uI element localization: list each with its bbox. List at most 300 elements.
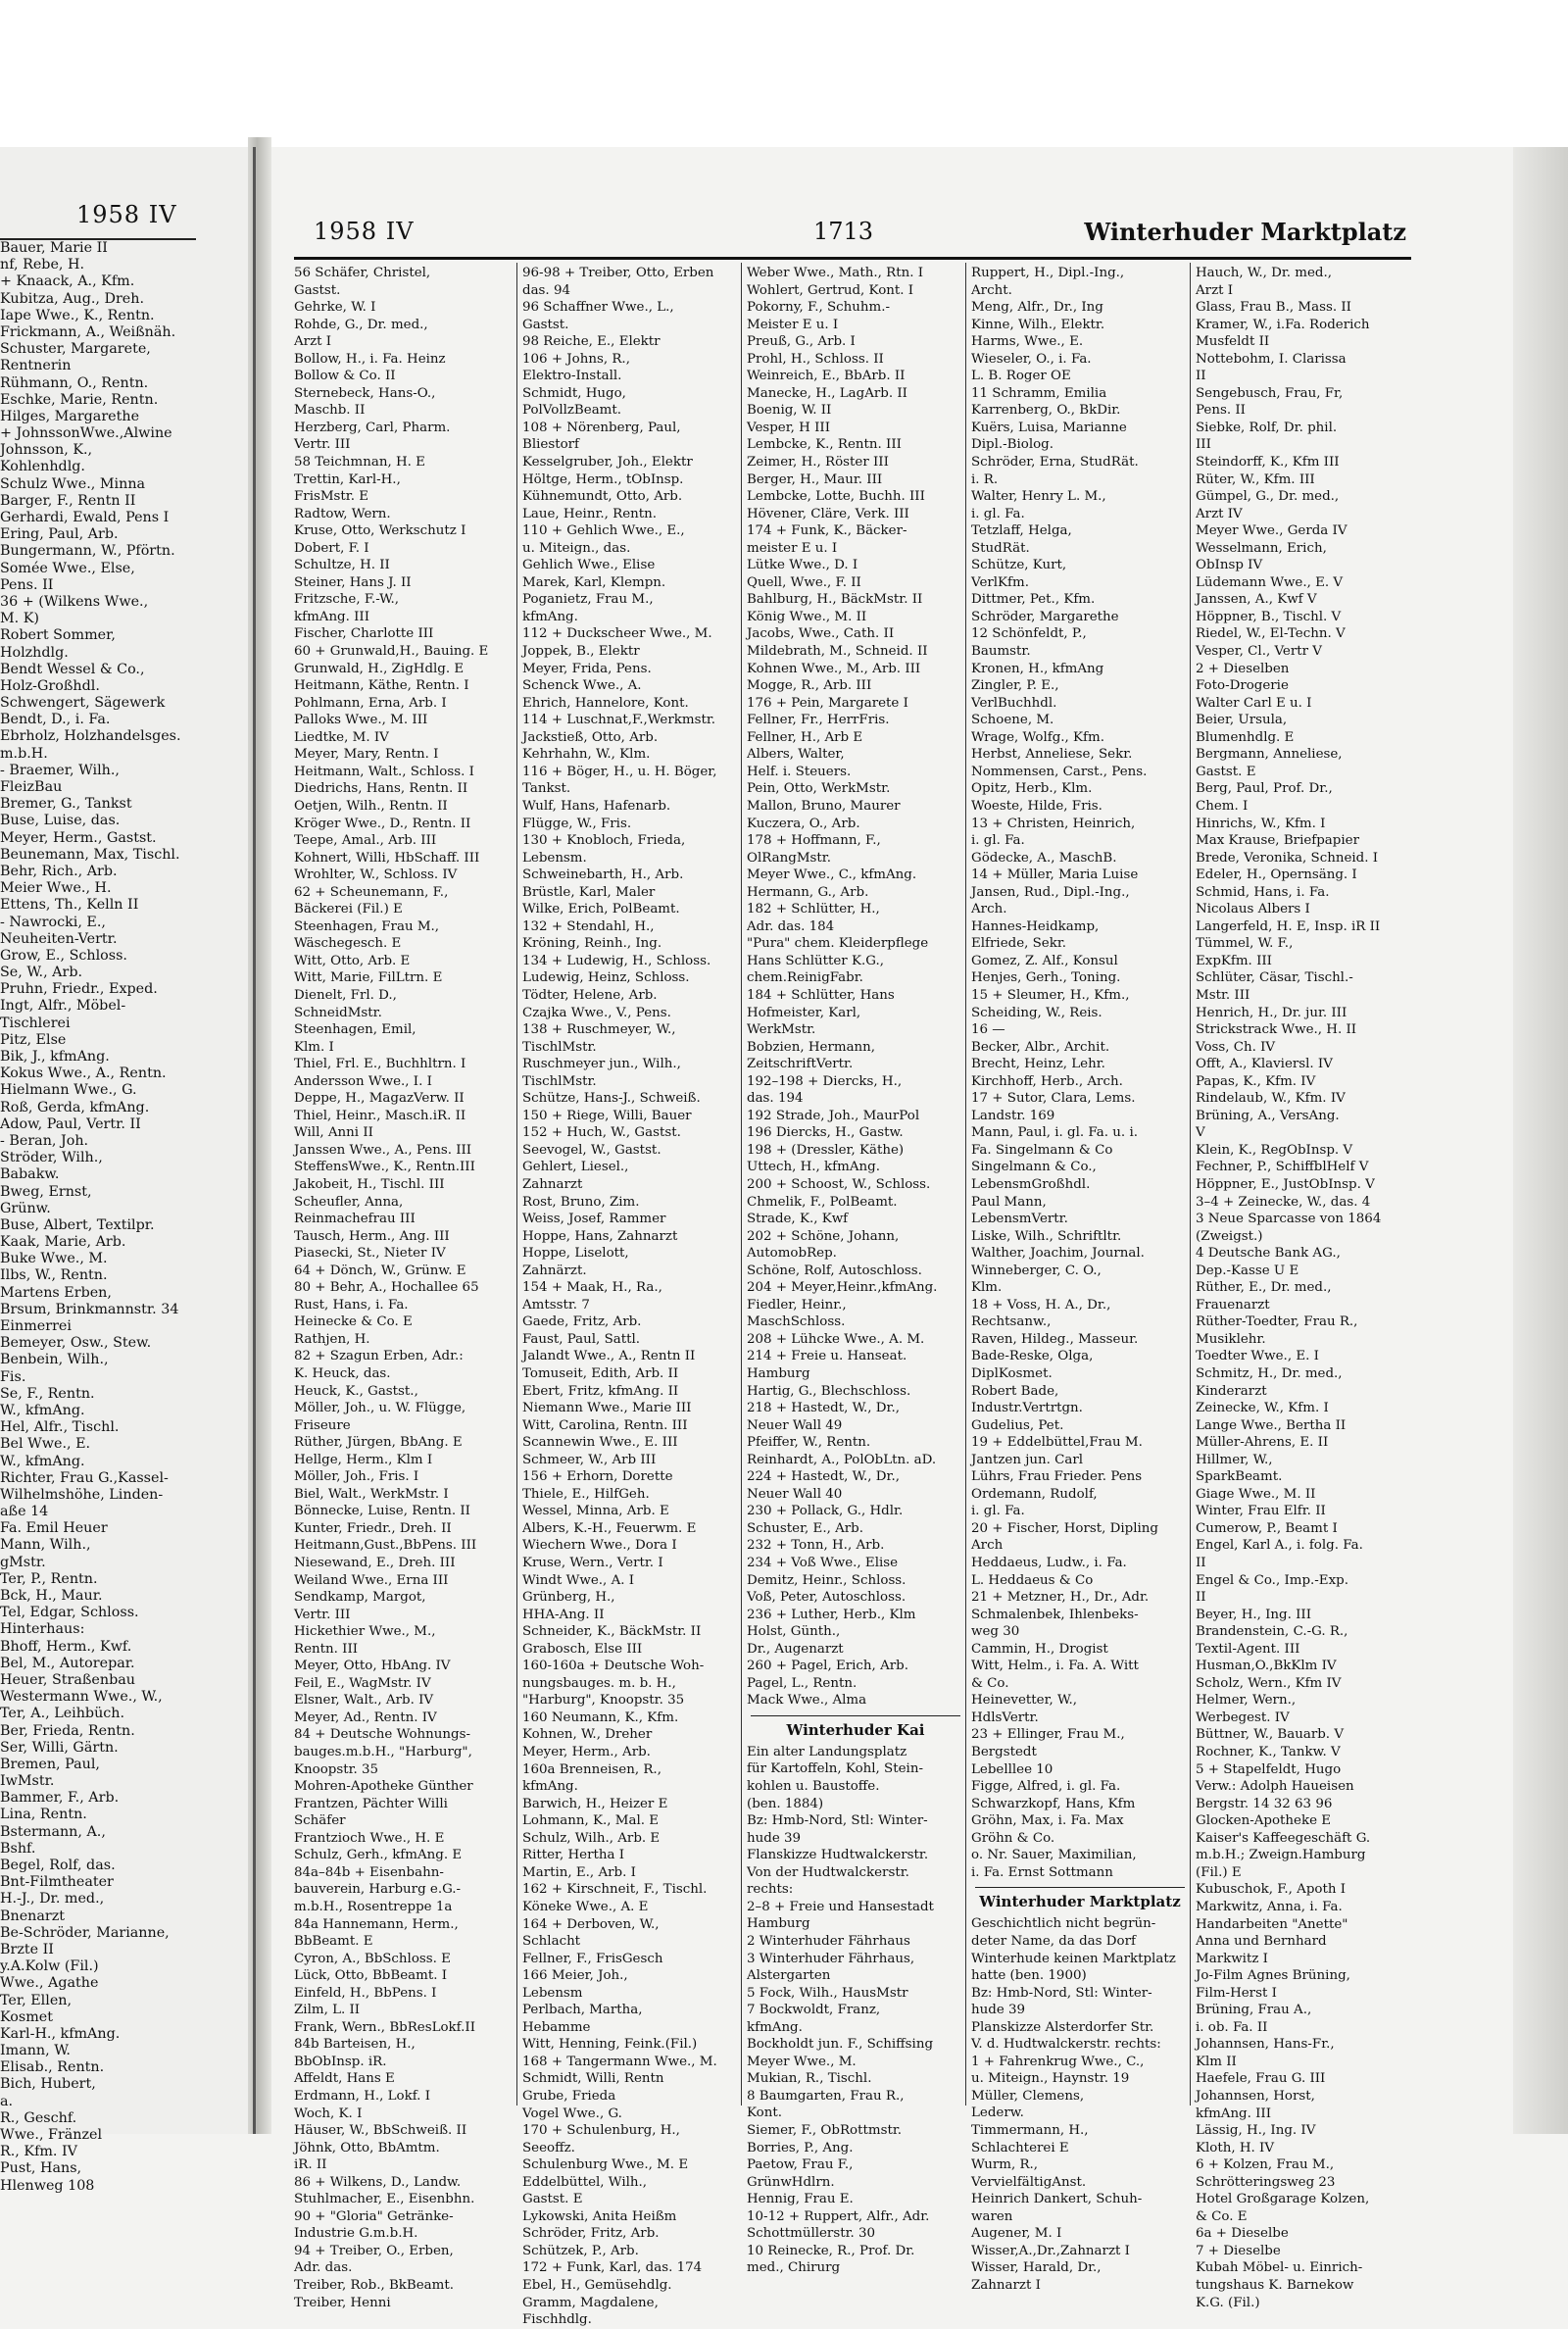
left-page-entry: Martens Erben, [0,1284,112,1301]
directory-entry: ZeitschriftVertr. [747,1057,854,1072]
directory-entry: Faust, Paul, Sattl. [522,1331,641,1347]
directory-entry: Lütke Wwe., D. I [747,558,858,573]
left-page-entry: Bremer, G., Tankst [0,796,132,813]
directory-entry: Singelmann & Co., [971,1160,1097,1175]
directory-entry: Raven, Hildeg., Masseur. [971,1331,1139,1347]
directory-entry: 12 Schönfeldt, P., [971,626,1087,642]
directory-entry: Gehlert, Liesel., [522,1160,629,1175]
left-page-entry: a. [0,2093,14,2109]
directory-entry: Schneider, K., BäckMstr. II [522,1624,702,1640]
directory-entry: Wulf, Hans, Hafenarb. [522,798,671,814]
directory-entry: Bade-Reske, Olga, [971,1349,1094,1364]
directory-entry: 13 + Christen, Heinrich, [971,816,1136,831]
directory-entry: Meyer, Otto, HbAng. IV [294,1659,451,1674]
directory-entry: Gröhn & Co. [971,1830,1055,1846]
directory-entry: Kloth, H. IV [1196,2140,1275,2156]
directory-column-1 [294,265,512,2310]
left-page-entry: Babakw. [0,1166,60,1183]
directory-entry: 192–198 + Diercks, H., [747,1073,903,1089]
directory-entry: Pohlmann, Erna, Arb. I [294,695,447,711]
directory-entry: Joppek, B., Elektr [522,644,640,660]
directory-entry: Schützek, P., Arb. [522,2243,639,2258]
directory-entry: 6 + Kolzen, Frau M., [1196,2157,1335,2173]
directory-entry: 172 + Funk, Karl, das. 174 [522,2260,703,2276]
directory-entry: Wrohlter, W., Schloss. IV [294,867,458,883]
left-page-entry: H.-J., Dr. med., [0,1891,105,1908]
directory-entry: Gramm, Magdalene, [522,2295,659,2310]
book-spine-line [253,147,256,2134]
directory-entry: Adr. das. 184 [747,918,835,934]
directory-entry: Hauch, W., Dr. med., [1196,266,1332,280]
directory-entry: Rüther, Jürgen, BbAng. E [294,1435,463,1451]
directory-entry: 58 Teichmnan, H. E [294,455,425,471]
directory-entry: SparkBeamt. [1196,1469,1283,1485]
directory-entry: Hoppe, Hans, Zahnarzt [522,1228,678,1244]
directory-entry: Foto-Drogerie [1196,678,1289,694]
directory-entry: Zahnarzt [522,1176,583,1192]
directory-entry: Opitz, Herb., Klm. [971,781,1093,797]
directory-entry: Janssen, A., Kwf V [1196,592,1317,608]
directory-entry: Hannes-Heidkamp, [971,918,1100,934]
directory-entry: das. 194 [747,1091,804,1107]
directory-entry: Liske, Wilh., Schriftltr. [971,1228,1122,1244]
directory-entry: 202 + Schöne, Johann, [747,1228,900,1244]
directory-entry: Ebel, H., Gemüsehdlg. [522,2277,672,2293]
directory-entry: Kinne, Wilh., Elektr. [971,317,1105,332]
directory-entry: Langerfeld, H. E, Insp. iR II [1196,918,1381,934]
directory-entry: Schröder, Fritz, Arb. [522,2226,660,2242]
directory-entry: o. Nr. Sauer, Maximilian, [971,1848,1137,1863]
directory-entry: Frauenarzt [1196,1297,1270,1313]
directory-entry: chem.ReinigFabr. [747,970,863,986]
directory-entry: Einfeld, H., BbPens. I [294,1985,437,2001]
street-section-title: Winterhuder Marktplatz [979,1893,1181,1911]
left-page-entry: Tel, Edgar, Schloss. [0,1605,139,1621]
directory-entry: Kesselgruber, Joh., Elektr [522,455,693,471]
directory-entry: Schrötteringsweg 23 [1196,2174,1336,2190]
directory-entry: 64 + Dönch, W., Grünw. E [294,1263,466,1278]
directory-entry: Woeste, Hilde, Fris. [971,798,1102,814]
directory-entry: Beier, Ursula, [1196,713,1288,728]
directory-entry: 156 + Erhorn, Dorette [522,1469,673,1485]
page-header [314,218,1406,251]
directory-entry: Hellge, Herm., Klm I [294,1452,433,1467]
directory-entry: Paul Mann, [971,1194,1047,1210]
directory-entry: 90 + "Gloria" Getränke- [294,2208,454,2224]
directory-entry: StudRät. [971,540,1030,556]
directory-entry: Schenck Wwe., A. [522,678,642,694]
directory-entry: Wohlert, Gertrud, Kont. I [747,282,914,298]
left-page-entry: Holz-Großhdl. [0,677,100,694]
left-page-entry: Barger, F., Rentn II [0,492,136,509]
directory-entry: Heitmann, Käthe, Rentn. I [294,678,469,694]
directory-entry: Ordemann, Rudolf, [971,1486,1098,1502]
directory-entry: Dienelt, Frl. D., [294,987,397,1003]
directory-entry: L. B. Roger OE [971,369,1071,384]
directory-entry: Arzt I [1196,282,1234,298]
directory-entry: Eddelbüttel, Wilh., [522,2174,648,2190]
left-page-entry: Rühmann, O., Rentn. [0,374,149,391]
directory-entry: Flügge, W., Fris. [522,816,632,831]
directory-entry: Planskizze Alsterdorfer Str. [971,2019,1154,2035]
directory-entry: Albers, Walter, [747,747,845,763]
directory-entry: Lembcke, K., Rentn. III [747,437,902,453]
directory-entry: Siemer, F., ObRottmstr. [747,2122,903,2138]
directory-entry: 230 + Pollack, G., Hdlr. [747,1504,904,1519]
directory-entry: Scheufler, Anna, [294,1194,404,1210]
section-rule [975,1887,1185,1888]
directory-entry: Lück, Otto, BbBeamt. I [294,1968,447,1984]
directory-entry: Hotel Großgarage Kolzen, [1196,2192,1370,2207]
directory-entry: Jantzen jun. Carl [971,1452,1084,1467]
directory-entry: Woch, K. I [294,2106,363,2121]
directory-entry: Hinrichs, W., Kfm. I [1196,816,1326,831]
directory-entry: Schütze, Hans-J., Schweiß. [522,1091,701,1107]
directory-entry: Demitz, Heinr., Schloss. [747,1572,906,1588]
directory-entry: Kuërs, Luisa, Marianne [971,420,1127,435]
directory-entry: Bockholdt jun. F., Schiffsing [747,2037,934,2053]
directory-entry: Lederw. [971,2106,1024,2121]
directory-entry: Mann, Paul, i. gl. Fa. u. i. [971,1125,1138,1141]
page-edge [1513,147,1568,2134]
directory-entry: 198 + (Dressler, Käthe) [747,1142,905,1158]
left-page-entry: Kohlenhdlg. [0,459,85,475]
directory-entry: Stuhlmacher, E., Eisenbhn. [294,2192,475,2207]
left-page-entry: m.b.H. [0,745,48,762]
directory-entry: Klm. I [294,1039,334,1055]
directory-entry: 138 + Ruschmeyer, W., [522,1022,676,1038]
directory-entry: Bollow, H., i. Fa. Heinz [294,351,446,367]
directory-entry: 192 Strade, Joh., MaurPol [747,1108,920,1123]
directory-entry: Hofmeister, Karl, [747,1005,861,1020]
directory-entry: Müller, Clemens, [971,2088,1085,2104]
directory-entry: Schlacht [522,1934,581,1950]
directory-entry: Müller-Ahrens, E. II [1196,1435,1329,1451]
directory-entry: Lührs, Frau Frieder. Pens [971,1469,1143,1485]
left-page-entry: R., Kfm. IV [0,2144,77,2160]
directory-entry: SteffensWwe., K., Rentn.III [294,1160,475,1175]
directory-entry: 164 + Derboven, W., [522,1916,660,1932]
left-page-entry: Ber, Frieda, Rentn. [0,1722,135,1739]
directory-entry: Lembcke, Lotte, Buchh. III [747,489,925,505]
left-page-entry: gMstr. [0,1554,46,1570]
directory-entry: 60 + Grunwald,H., Bauing. E [294,644,489,660]
directory-entry: Martin, E., Arb. I [522,1864,636,1880]
directory-entry: HdlsVertr. [971,1710,1039,1725]
directory-entry: kfmAng. [522,1779,578,1795]
directory-entry: 116 + Böger, H., u. H. Böger, [522,764,717,779]
directory-entry: Rost, Bruno, Zim. [522,1194,640,1210]
directory-entry: Meister E u. I [747,317,839,332]
page-top-margin [0,0,1568,147]
directory-entry: Tümmel, W. F., [1196,936,1294,952]
directory-entry: i. gl. Fa. [971,833,1025,849]
directory-entry: Rohde, G., Dr. med., [294,317,428,332]
left-page-entry: Robert Sommer, [0,627,116,644]
left-page-entry: Roß, Gerda, kfmAng. [0,1099,150,1115]
page-number: 1713 [813,218,874,245]
directory-entry: hatte (ben. 1900) [971,1968,1087,1984]
left-page-entry: Bendt Wessel & Co., [0,661,145,677]
directory-entry: Grunwald, H., ZigHdlg. E [294,661,465,676]
left-page-entry: Hlenweg 108 [0,2177,95,2194]
directory-entry: Oetjen, Wilh., Rentn. II [294,798,448,814]
directory-entry: Handarbeiten "Anette" [1196,1916,1348,1932]
directory-entry: Grabosch, Else III [522,1641,643,1657]
directory-entry: Weber Wwe., Math., Rtn. I [747,266,924,280]
directory-entry: Glass, Frau B., Mass. II [1196,300,1351,316]
directory-entry: Schröder, Margarethe [971,609,1119,624]
directory-entry: 160 Neumann, K., Kfm. [522,1710,679,1725]
directory-entry: Timmermann, H., [971,2122,1089,2138]
directory-entry: 236 + Luther, Herb., Klm [747,1607,916,1622]
directory-entry: Strade, K., Kwf [747,1212,849,1227]
directory-entry: Dr., Augenarzt [747,1641,844,1657]
book-gutter [248,137,271,2134]
directory-entry: II [1196,1590,1206,1606]
left-page-entry: Gerhardi, Ewald, Pens I [0,510,170,525]
directory-entry: Nicolaus Albers I [1196,902,1310,917]
directory-entry: Arch [971,1538,1004,1554]
left-page-entry: Ser, Willi, Gärtn. [0,1739,119,1756]
directory-entry: Sengebusch, Frau, Fr, [1196,385,1344,401]
directory-entry: Schultze, H. II [294,558,390,573]
directory-entry: Wesselmann, Erich, [1196,540,1327,556]
directory-entry: FrisMstr. E [294,489,369,505]
directory-entry: Hennig, Frau E. [747,2192,854,2207]
directory-entry: Pfeiffer, W., Rentn. [747,1435,871,1451]
left-page-entry: R., Geschf. [0,2109,77,2126]
left-page-entry: Tischlerei [0,1015,71,1031]
directory-entry: Arzt IV [1196,506,1243,521]
directory-entry: Von der Hudtwalckerstr. [747,1864,909,1880]
directory-entry: Wrage, Wolfg., Kfm. [971,729,1104,745]
directory-entry: Rüther-Toedter, Frau R., [1196,1314,1358,1330]
directory-entry: 84b Barteisen, H., [294,2037,416,2053]
directory-entry: 170 + Schulenburg, H., [522,2123,680,2139]
directory-entry: 114 + Luschnat,F.,Werkmstr. [522,713,716,728]
left-page-entry: Brsum, Brinkmannstr. 34 [0,1301,179,1317]
directory-entry: Tödter, Helene, Arb. [522,987,658,1003]
directory-entry: Schmidt, Hugo, [522,385,626,401]
directory-entry: 184 + Schlütter, Hans [747,987,895,1003]
directory-entry: Reinmachefrau III [294,1212,416,1227]
directory-entry: Vertr. III [294,1607,351,1622]
left-page-entry: Pruhn, Friedr., Exped. [0,981,158,998]
left-page-header-rule [0,238,196,240]
left-page-entry: Schwengert, Sägewerk [0,695,166,712]
header-rule [294,257,1411,260]
left-page-entry: Ering, Paul, Arb. [0,526,119,543]
directory-entry: Vertr. III [294,437,351,453]
directory-entry: Hoppe, Liselott, [522,1246,629,1262]
directory-entry: Hamburg [747,1366,810,1381]
directory-entry: Heitmann, Walt., Schloss. I [294,764,474,779]
directory-entry: Ein alter Landungsplatz [747,1744,907,1759]
directory-entry: deter Name, da das Dorf [971,1933,1136,1949]
directory-entry: Kaiser's Kaffeegeschäft G. [1196,1830,1371,1846]
directory-entry: & Co. E [1196,2208,1248,2224]
directory-entry: Mstr. III [1196,987,1250,1003]
directory-entry: 84a Hannemann, Herm., [294,1916,459,1932]
directory-entry: Zilm, L. II [294,2003,361,2018]
directory-entry: Witt, Marie, FilLtrn. E [294,970,443,986]
directory-entry: Janssen Wwe., A., Pens. III [294,1142,472,1158]
directory-entry: 3 Neue Sparcasse von 1864 [1196,1212,1382,1227]
directory-entry: Bergstr. 14 32 63 96 [1196,1796,1333,1811]
directory-entry: Friseure [294,1417,351,1433]
directory-entry: Anna und Bernhard [1196,1934,1327,1950]
directory-entry: DiplKosmet. [971,1366,1053,1381]
directory-entry: bauges.m.b.H., "Harburg", [294,1745,472,1760]
directory-entry: Kühnemundt, Otto, Arb. [522,489,683,505]
left-page-entry: Schuster, Margarete, [0,341,151,358]
directory-entry: Möller, Joh., u. W. Flügge, [294,1401,466,1416]
left-page-entry: Kokus Wwe., A., Rentn. [0,1065,167,1082]
directory-entry: 204 + Meyer,Heinr.,kfmAng. [747,1280,938,1296]
directory-entry: Pagel, L., Rentn. [747,1675,858,1691]
directory-entry: Zahnarzt I [971,2277,1041,2293]
directory-entry: Schwarzkopf, Hans, Kfm [971,1796,1136,1811]
directory-entry: Ritter, Hertha I [522,1848,625,1863]
directory-entry: Kruse, Wern., Vertr. I [522,1556,663,1571]
header-year: 1958 IV [314,218,415,245]
directory-entry: Heinevetter, W., [971,1693,1077,1709]
directory-entry: Frantzioch Wwe., H. E [294,1830,445,1846]
directory-entry: 62 + Scheunemann, F., [294,884,449,900]
directory-entry: Häuser, W., BbSchweiß. II [294,2123,467,2139]
directory-entry: Wilke, Erich, PolBeamt. [522,902,680,917]
directory-entry: Edeler, H., Opernsäng. I [1196,867,1357,883]
left-page-entry: Be-Schröder, Marianne, [0,1924,170,1941]
directory-entry: Elektro-Install. [522,369,622,384]
directory-entry: Deppe, H., MagazVerw. II [294,1091,465,1107]
left-page-entry: Begel, Rolf, das. [0,1858,116,1873]
directory-entry: Pens. II [1196,403,1246,419]
directory-entry: Berger, H., Maur. III [747,471,883,487]
directory-entry: Rust, Hans, i. Fa. [294,1297,409,1313]
directory-entry: Engel & Co., Imp.-Exp. [1196,1572,1348,1588]
directory-entry: 7 Bockwoldt, Franz, [747,2003,881,2018]
directory-entry: Fellner, H., Arb E [747,729,863,745]
directory-entry: m.b.H., Rosentreppe 1a [294,1899,453,1914]
directory-entry: Musfeldt II [1196,334,1270,350]
directory-entry: 84a–84b + Eisenbahn- [294,1864,444,1880]
directory-entry: Meyer, Frida, Pens. [522,661,652,676]
left-page-entry: Bel Wwe., E. [0,1436,91,1453]
directory-entry: Archt. [971,282,1012,298]
directory-entry: u. Miteign., Haynstr. 19 [971,2071,1130,2087]
directory-entry: Elsner, Walt., Arb. IV [294,1693,434,1709]
directory-entry: VervielfältigAnst. [971,2174,1087,2190]
directory-entry: nungsbauges. m. b. H., [522,1675,676,1691]
directory-entry: 162 + Kirschneit, F., Tischl. [522,1882,708,1898]
directory-entry: Fischer, Charlotte III [294,626,434,642]
directory-entry: "Pura" chem. Kleiderpflege [747,936,929,952]
directory-entry: Seeoffz. [522,2140,575,2156]
directory-entry: Schmalenbek, Ihlenbeks- [971,1607,1139,1622]
directory-entry: Poganietz, Frau M., [522,592,654,608]
left-page-entry: Holzhdlg. [0,644,69,661]
directory-entry: Johannsen, Hans-Fr., [1196,2037,1335,2053]
directory-entry: Gaede, Fritz, Arb. [522,1314,642,1330]
directory-entry: Lässig, H., Ing. IV [1196,2123,1316,2139]
left-page-entry: 36 + (Wilkens Wwe., [0,593,149,610]
directory-entry: Karrenberg, O., BkDir. [971,403,1121,419]
directory-entry: Schmid, Hans, i. Fa. [1196,884,1330,900]
directory-entry: Czajka Wwe., V., Pens. [522,1005,671,1020]
left-page-entry: Bshf. [0,1840,36,1857]
directory-entry: Steiner, Hans J. II [294,574,412,590]
left-page-entry: Ströder, Wilh., [0,1150,103,1166]
directory-entry: Mack Wwe., Alma [747,1693,867,1709]
directory-entry: Fechner, P., SchiffblHelf V [1196,1160,1369,1175]
directory-entry: kfmAng. III [1196,2106,1272,2121]
directory-entry: 166 Meier, Joh., [522,1968,628,1984]
directory-entry: Schöne, Rolf, Autoschloss. [747,1263,922,1278]
directory-entry: Gomez, Z. Alf., Konsul [971,953,1118,968]
directory-entry: Niemann Wwe., Marie III [522,1401,692,1416]
left-page-entry: - Braemer, Wilh., [0,762,120,778]
directory-entry: Pein, Otto, WerkMstr. [747,781,891,797]
directory-entry: Weiss, Josef, Rammer [522,1212,666,1227]
directory-entry: Perlbach, Martha, [522,2003,643,2018]
left-page-entry: - Beran, Joh. [0,1132,89,1149]
directory-entry: Scholz, Wern., Kfm IV [1196,1675,1342,1691]
directory-entry: Knoopstr. 35 [294,1761,379,1777]
directory-entry: Lohmann, K., Mal. E [522,1813,660,1829]
directory-entry: Quell, Wwe., F. II [747,574,861,590]
left-page-entry: Johnsson, K., [0,442,93,459]
directory-entry: Jalandt Wwe., A., Rentn II [522,1349,696,1364]
directory-entry: Maschb. II [294,403,366,419]
left-page-entry: Beunemann, Max, Tischl. [0,846,180,863]
directory-entry: Marek, Karl, Klempn. [522,574,666,590]
left-page-entry: Se, W., Arb. [0,965,83,981]
directory-entry: Bz: Hmb-Nord, Stl: Winter- [747,1813,928,1829]
directory-entry: Vesper, H III [747,420,830,435]
directory-entry: 16 — [971,1022,1005,1038]
directory-entry: iR. II [294,2157,327,2173]
directory-entry: Thiele, E., HilfGeh. [522,1486,650,1502]
left-page-entry: Wwe., Fränzel [0,2127,103,2143]
left-page-entry: Fa. Emil Heuer [0,1520,108,1537]
directory-entry: Niesewand, E., Dreh. III [294,1556,456,1571]
directory-entry: 94 + Treiber, O., Erben, [294,2243,454,2258]
directory-entry: 20 + Fischer, Horst, Dipling [971,1520,1158,1536]
directory-entry: TischlMstr. [522,1073,597,1089]
directory-entry: 4 Deutsche Bank AG., [1196,1246,1341,1262]
directory-entry: Papas, K., Kfm. IV [1196,1073,1316,1089]
directory-entry: Kubah Möbel- u. Einrich- [1196,2260,1363,2276]
directory-entry: ExpKfm. III [1196,953,1272,968]
directory-entry: Jacobs, Wwe., Cath. II [747,626,895,642]
directory-entry: Gehlich Wwe., Elise [522,558,656,573]
directory-entry: meister E u. I [747,540,838,556]
directory-entry: 23 + Ellinger, Frau M., [971,1727,1125,1743]
directory-entry: Lüdemann Wwe., E. V [1196,574,1344,590]
directory-entry: Bergstedt [971,1745,1037,1760]
directory-entry: Strickstrack Wwe., H. II [1196,1022,1357,1038]
directory-entry: Fischhdlg. [522,2312,592,2328]
left-page-entry: Bweg, Ernst, [0,1183,92,1200]
directory-entry: Fellner, F., FrisGesch [522,1951,663,1966]
directory-entry: Flanskizze Hudtwalckerstr. [747,1848,929,1863]
directory-entry: Brüstle, Karl, Maler [522,884,656,900]
directory-entry: 196 Diercks, H., Gastw. [747,1125,904,1141]
directory-entry: Voss, Ch. IV [1196,1039,1276,1055]
left-page-entry: Bnt-Filmtheater [0,1874,114,1891]
